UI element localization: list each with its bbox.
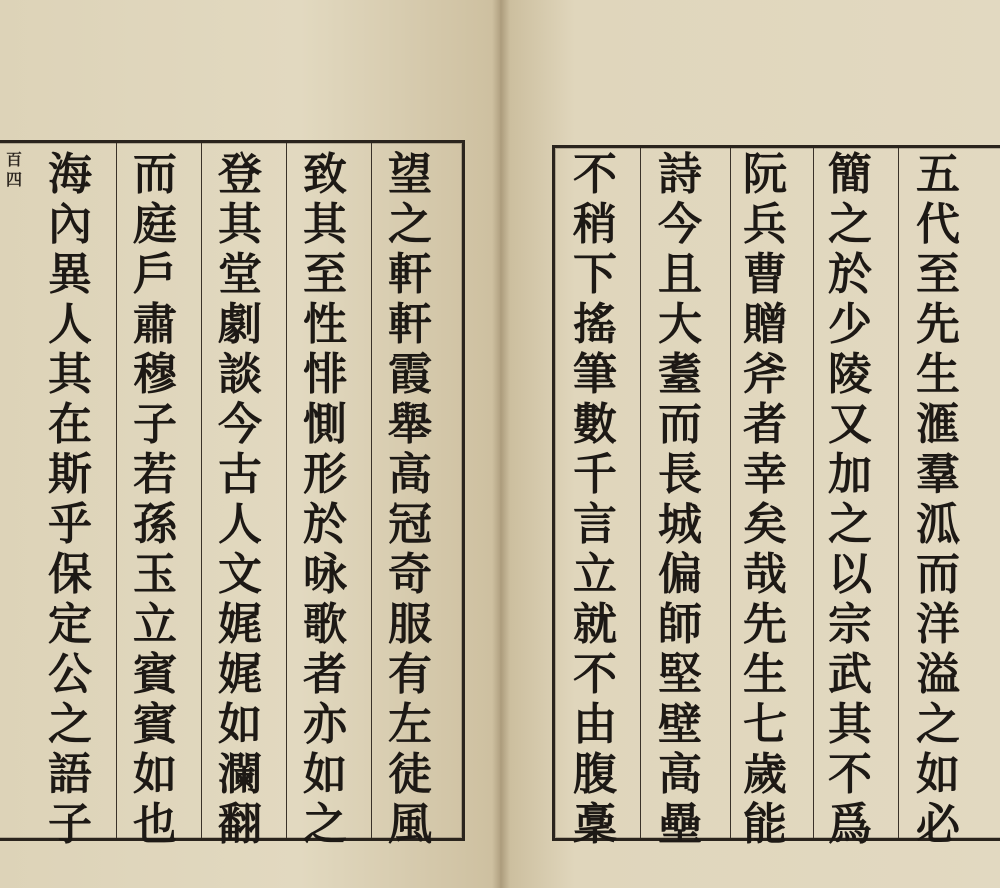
column-rule: [730, 148, 731, 838]
column-character: 洋: [916, 599, 960, 650]
column-rule: [640, 148, 641, 838]
column-character: 立: [573, 549, 617, 600]
column-character: 於: [828, 249, 872, 300]
column-character: 哉: [743, 549, 787, 600]
column-character: 致: [303, 149, 347, 200]
column-character: 有: [388, 649, 432, 700]
column-character: 乎: [48, 499, 92, 550]
column-character: 在: [48, 399, 92, 450]
column-rule: [286, 143, 287, 838]
column-character: 保: [48, 549, 92, 600]
column-character: 幸: [743, 449, 787, 500]
column-character: 言: [573, 499, 617, 550]
column-rule: [201, 143, 202, 838]
column-character: 代: [916, 199, 960, 250]
column-character: 公: [48, 649, 92, 700]
column-character: 至: [303, 249, 347, 300]
column-character: 又: [828, 399, 872, 450]
column-character: 至: [916, 249, 960, 300]
column-character: 腹: [573, 749, 617, 800]
column-character: 其: [303, 199, 347, 250]
folio-character: 四: [5, 170, 22, 189]
column-character: 稍: [573, 199, 617, 250]
column-character: 服: [388, 599, 432, 650]
column-character: 溢: [916, 649, 960, 700]
column-character: 瀾: [218, 749, 262, 800]
column-character: 阮: [743, 149, 787, 200]
column-character: 斧: [743, 349, 787, 400]
column-character: 如: [916, 749, 960, 800]
column-character: 爲: [828, 799, 872, 850]
column-character: 穆: [133, 349, 177, 400]
column-character: 而: [133, 149, 177, 200]
column-character: 今: [658, 199, 702, 250]
text-column: [212, 149, 268, 850]
column-character: 羣: [916, 449, 960, 500]
column-character: 師: [658, 599, 702, 650]
column-character: 庭: [133, 199, 177, 250]
column-character: 稾: [573, 799, 617, 850]
column-character: 於: [303, 499, 347, 550]
column-character: 如: [303, 749, 347, 800]
column-character: 性: [303, 299, 347, 350]
column-character: 壁: [658, 699, 702, 750]
column-character: 軒: [388, 299, 432, 350]
column-character: 惻: [303, 399, 347, 450]
column-character: 之: [388, 199, 432, 250]
column-character: 贈: [743, 299, 787, 350]
column-character: 娓: [218, 599, 262, 650]
column-character: 其: [218, 199, 262, 250]
column-character: 武: [828, 649, 872, 700]
column-character: 如: [133, 749, 177, 800]
column-rule: [813, 148, 814, 838]
column-character: 堂: [218, 249, 262, 300]
column-character: 賓: [133, 649, 177, 700]
column-character: 望: [388, 149, 432, 200]
column-character: 奇: [388, 549, 432, 600]
text-column: [567, 149, 623, 850]
column-character: 者: [303, 649, 347, 700]
book-gutter: [492, 0, 510, 888]
column-character: 詩: [658, 149, 702, 200]
column-character: 歌: [303, 599, 347, 650]
column-character: 如: [218, 699, 262, 750]
column-character: 能: [743, 799, 787, 850]
column-character: 悱: [303, 349, 347, 400]
text-column: [737, 149, 793, 850]
column-rule: [898, 148, 899, 838]
column-character: 搖: [573, 299, 617, 350]
column-character: 不: [828, 749, 872, 800]
column-character: 立: [133, 599, 177, 650]
column-character: 冠: [388, 499, 432, 550]
column-character: 咏: [303, 549, 347, 600]
column-rule: [371, 143, 372, 838]
column-character: 登: [218, 149, 262, 200]
column-character: 生: [916, 349, 960, 400]
folio-number: [5, 150, 23, 190]
column-character: 偏: [658, 549, 702, 600]
column-character: 古: [218, 449, 262, 500]
column-character: 者: [743, 399, 787, 450]
column-character: 矣: [743, 499, 787, 550]
column-character: 大: [658, 299, 702, 350]
column-character: 海: [48, 149, 92, 200]
folio-character: 百: [5, 150, 22, 169]
column-character: 軒: [388, 249, 432, 300]
column-character: 陵: [828, 349, 872, 400]
column-character: 舉: [388, 399, 432, 450]
column-character: 其: [828, 699, 872, 750]
column-character: 異: [48, 249, 92, 300]
text-column: [382, 149, 438, 850]
column-character: 之: [828, 199, 872, 250]
column-character: 談: [218, 349, 262, 400]
column-character: 必: [916, 799, 960, 850]
column-character: 而: [658, 399, 702, 450]
column-character: 不: [573, 649, 617, 700]
column-character: 下: [573, 249, 617, 300]
column-character: 壘: [658, 799, 702, 850]
text-column: [910, 149, 966, 850]
column-character: 滙: [916, 399, 960, 450]
column-character: 其: [48, 349, 92, 400]
column-character: 也: [133, 799, 177, 850]
column-character: 而: [916, 549, 960, 600]
column-character: 娓: [218, 649, 262, 700]
text-column: [297, 149, 353, 850]
column-character: 宗: [828, 599, 872, 650]
column-character: 加: [828, 449, 872, 500]
column-character: 子: [133, 399, 177, 450]
column-character: 由: [573, 699, 617, 750]
column-character: 戶: [133, 249, 177, 300]
column-character: 徒: [388, 749, 432, 800]
column-character: 子: [48, 799, 92, 850]
column-character: 高: [388, 449, 432, 500]
column-character: 劇: [218, 299, 262, 350]
column-character: 霞: [388, 349, 432, 400]
column-character: 簡: [828, 149, 872, 200]
column-character: 若: [133, 449, 177, 500]
column-character: 人: [48, 299, 92, 350]
column-character: 孫: [133, 499, 177, 550]
column-character: 形: [303, 449, 347, 500]
column-character: 五: [916, 149, 960, 200]
column-character: 左: [388, 699, 432, 750]
column-character: 玉: [133, 549, 177, 600]
column-character: 文: [218, 549, 262, 600]
column-character: 先: [743, 599, 787, 650]
column-character: 亦: [303, 699, 347, 750]
column-character: 風: [388, 799, 432, 850]
column-character: 以: [828, 549, 872, 600]
column-character: 內: [48, 199, 92, 250]
column-character: 語: [48, 749, 92, 800]
column-character: 七: [743, 699, 787, 750]
column-character: 定: [48, 599, 92, 650]
column-character: 數: [573, 399, 617, 450]
text-column: [42, 149, 98, 850]
column-character: 兵: [743, 199, 787, 250]
column-character: 翻: [218, 799, 262, 850]
text-column: [652, 149, 708, 850]
column-character: 不: [573, 149, 617, 200]
column-character: 高: [658, 749, 702, 800]
column-character: 堅: [658, 649, 702, 700]
column-character: 之: [828, 499, 872, 550]
column-character: 之: [48, 699, 92, 750]
column-character: 人: [218, 499, 262, 550]
column-character: 斯: [48, 449, 92, 500]
column-character: 耋: [658, 349, 702, 400]
column-character: 先: [916, 299, 960, 350]
column-character: 歲: [743, 749, 787, 800]
column-character: 今: [218, 399, 262, 450]
column-character: 少: [828, 299, 872, 350]
text-column: [822, 149, 878, 850]
column-character: 千: [573, 449, 617, 500]
column-character: 城: [658, 499, 702, 550]
column-character: 之: [303, 799, 347, 850]
column-rule: [116, 143, 117, 838]
text-column: [127, 149, 183, 850]
column-character: 肅: [133, 299, 177, 350]
column-character: 就: [573, 599, 617, 650]
column-character: 泒: [916, 499, 960, 550]
column-character: 筆: [573, 349, 617, 400]
column-character: 長: [658, 449, 702, 500]
column-character: 之: [916, 699, 960, 750]
column-character: 曹: [743, 249, 787, 300]
column-character: 賓: [133, 699, 177, 750]
column-character: 生: [743, 649, 787, 700]
column-character: 且: [658, 249, 702, 300]
